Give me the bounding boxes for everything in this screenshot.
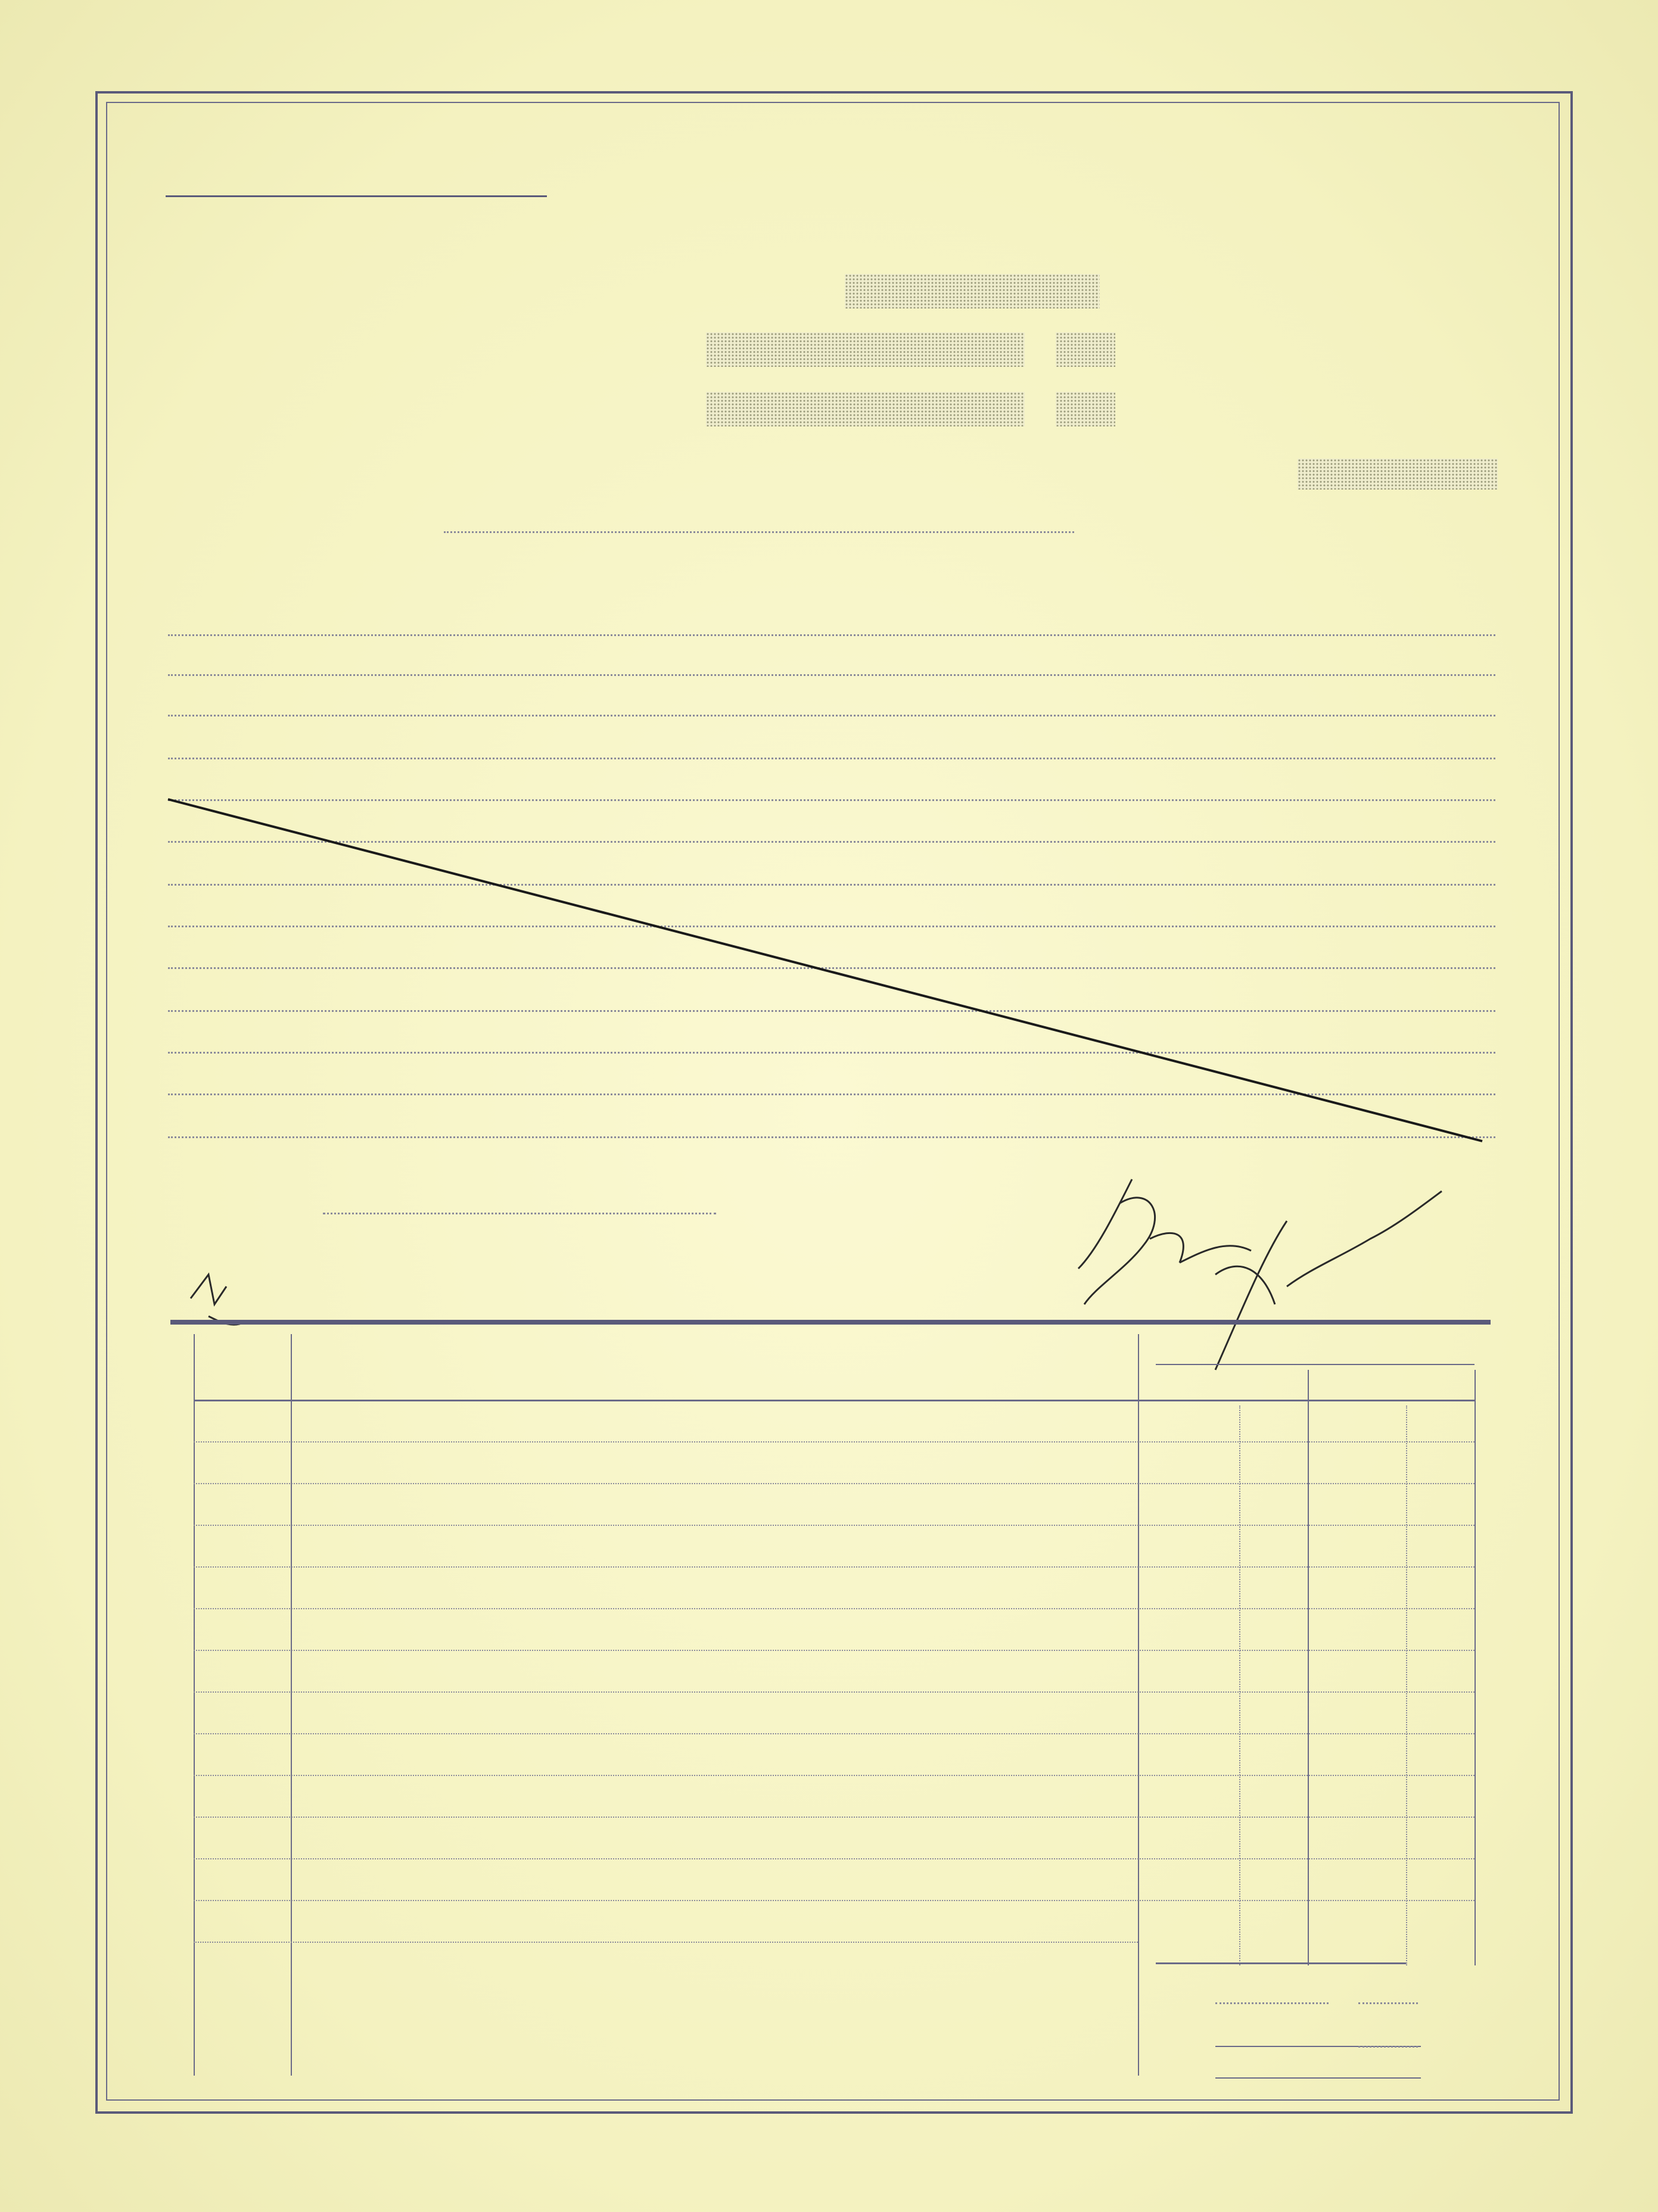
table-row-rule — [194, 1650, 1475, 1651]
table-row-rule — [194, 1691, 1475, 1693]
table-row-rule — [194, 1817, 1475, 1818]
table-row-rule — [194, 1608, 1475, 1609]
table-right-border — [1475, 1370, 1476, 1965]
table-header-rule — [194, 1400, 1475, 1401]
row2-h-line — [1358, 2046, 1418, 2048]
table-h-divider-things — [1406, 1406, 1407, 1965]
table-row-rule — [194, 1733, 1475, 1734]
table-row-rule — [194, 1942, 1138, 1943]
table-row-rule — [194, 1441, 1475, 1443]
subtotal-rule — [1156, 1962, 1406, 1964]
row3-rule — [1215, 2077, 1421, 2079]
table-row-rule — [194, 1775, 1475, 1776]
signature — [1060, 1167, 1477, 1382]
table-top-rule — [170, 1320, 1491, 1325]
table-row-rule — [194, 1900, 1475, 1901]
premium-header-rule — [1156, 1364, 1475, 1365]
table-row-rule — [194, 1566, 1475, 1568]
place-date-line — [323, 1213, 716, 1214]
table-col-divider-1 — [291, 1334, 292, 2076]
table-h-divider-body — [1239, 1406, 1240, 1965]
table-row-rule — [194, 1525, 1475, 1526]
table-row-rule — [194, 1483, 1475, 1484]
table-col-divider-3 — [1308, 1370, 1309, 1965]
table-left-border — [194, 1334, 195, 2076]
sum-kc-line — [1215, 2002, 1329, 2004]
sum-h-line — [1358, 2002, 1418, 2004]
table-row-rule — [194, 1858, 1475, 1859]
table-col-divider-2 — [1138, 1334, 1139, 2076]
